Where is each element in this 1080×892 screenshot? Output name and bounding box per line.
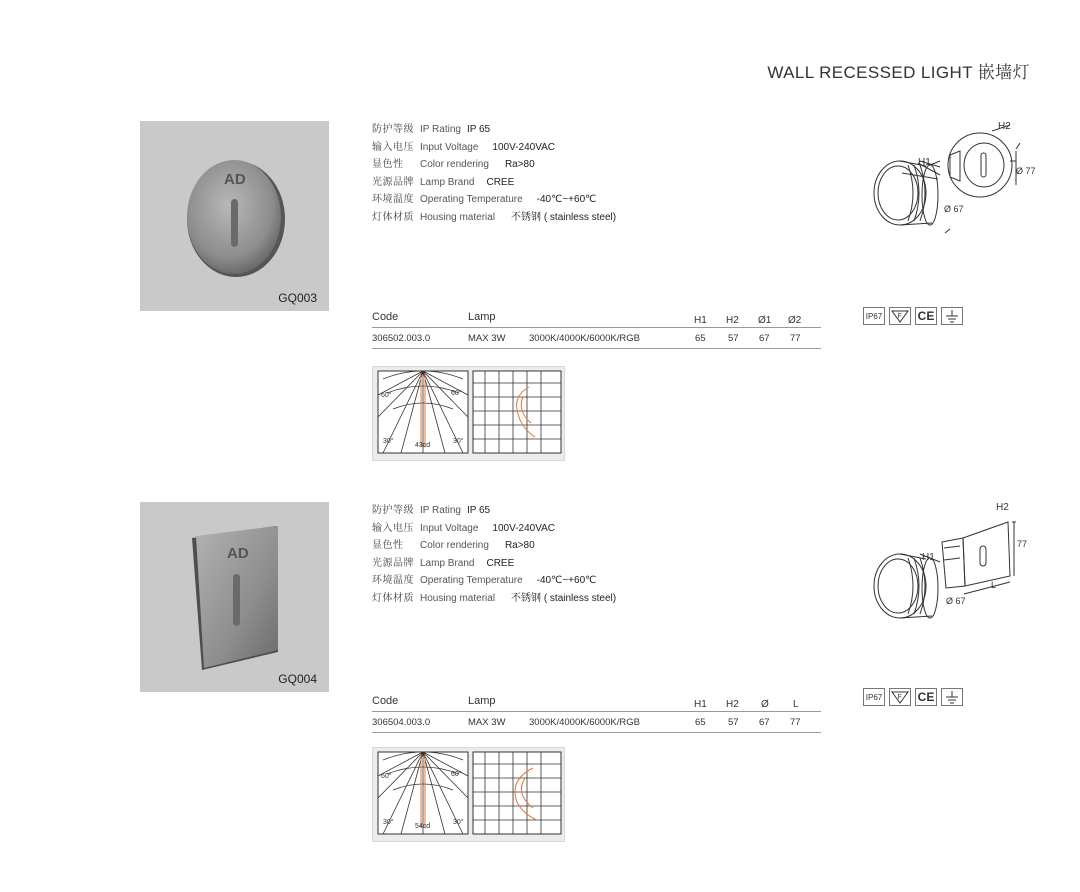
svg-text:60°: 60° bbox=[381, 773, 392, 780]
svg-text:60°: 60° bbox=[451, 771, 462, 778]
round-lamp-image bbox=[140, 121, 329, 311]
ip67-icon: IP67 bbox=[863, 688, 885, 706]
svg-text:43cd: 43cd bbox=[415, 442, 431, 449]
f-mark-icon bbox=[889, 688, 911, 706]
table-header: Code Lamp H1 H2 Ø L bbox=[372, 695, 821, 712]
dim-diameter-67: Ø 67 bbox=[944, 204, 964, 214]
spec-list bbox=[372, 121, 792, 227]
spec-row-temperature: 环境温度 Operating Temperature -40℃~+60℃ bbox=[372, 575, 597, 587]
ground-icon bbox=[941, 307, 963, 325]
spec-row-ip: 防护等级 IP Rating IP 65 bbox=[372, 505, 491, 516]
svg-text:30°: 30° bbox=[383, 819, 394, 826]
dim-h2: H2 bbox=[998, 121, 1011, 132]
spec-row-material: 灯体材质 Housing material 不锈钢 ( stainless steel) bbox=[372, 592, 617, 604]
spec-row-ip: 防护等级 IP Rating IP 65 bbox=[372, 124, 491, 135]
dim-diameter-77: Ø 77 bbox=[1016, 166, 1036, 176]
f-mark-icon bbox=[889, 307, 911, 325]
photometric-diagram bbox=[372, 747, 565, 842]
product-section-gq004 bbox=[0, 502, 1080, 882]
table-header: Code Lamp H1 H2 Ø1 Ø2 bbox=[372, 311, 821, 328]
spec-row-brand: 光源品牌 Lamp Brand CREE bbox=[372, 176, 515, 188]
spec-row-voltage: 输入电压 Input Voltage 100V-240VAC bbox=[372, 522, 556, 534]
svg-text:60°: 60° bbox=[381, 392, 392, 399]
dim-h1: H1 bbox=[922, 552, 935, 563]
page-title: WALL RECESSED LIGHT 嵌墙灯 bbox=[767, 63, 1030, 82]
dim-h2: H2 bbox=[996, 502, 1009, 513]
spec-row-temperature: 环境温度 Operating Temperature -40℃~+60℃ bbox=[372, 194, 597, 206]
spec-row-brand: 光源品牌 Lamp Brand CREE bbox=[372, 557, 515, 569]
certification-icons bbox=[863, 688, 963, 706]
dimension-drawing bbox=[860, 121, 1040, 246]
product-code-table bbox=[372, 311, 821, 349]
svg-text:30°: 30° bbox=[453, 819, 464, 826]
svg-text:AD: AD bbox=[227, 545, 249, 562]
spec-row-material: 灯体材质 Housing material 不锈钢 ( stainless steel) bbox=[372, 211, 617, 223]
spec-row-cri: 显色性 Color rendering Ra>80 bbox=[372, 159, 535, 171]
dim-diameter-67: Ø 67 bbox=[946, 596, 966, 606]
svg-text:30°: 30° bbox=[383, 438, 394, 445]
product-section-gq003 bbox=[0, 121, 1080, 501]
svg-text:F: F bbox=[897, 313, 902, 320]
dim-side-77: 77 bbox=[1017, 539, 1028, 549]
photometric-diagram bbox=[372, 366, 565, 461]
model-label: GQ004 bbox=[278, 672, 317, 686]
ce-mark-icon: CE bbox=[915, 307, 937, 325]
square-lamp-image bbox=[140, 502, 329, 692]
product-photo bbox=[140, 502, 329, 692]
ground-icon bbox=[941, 688, 963, 706]
product-code-table bbox=[372, 695, 821, 733]
table-row: 306502.003.0 MAX 3W 3000K/4000K/6000K/RGB 65 57 67 77 bbox=[372, 328, 821, 349]
product-photo bbox=[140, 121, 329, 311]
ip67-icon: IP67 bbox=[863, 307, 885, 325]
dimension-drawing bbox=[860, 502, 1040, 632]
certification-icons bbox=[863, 307, 963, 325]
dim-l: L bbox=[991, 580, 997, 590]
ce-mark-icon: CE bbox=[915, 688, 937, 706]
spec-row-voltage: 输入电压 Input Voltage 100V-240VAC bbox=[372, 141, 556, 153]
model-label: GQ003 bbox=[278, 291, 317, 305]
table-row: 306504.003.0 MAX 3W 3000K/4000K/6000K/RGB 65 57 67 77 bbox=[372, 712, 821, 733]
svg-text:54cd: 54cd bbox=[415, 823, 431, 830]
spec-row-cri: 显色性 Color rendering Ra>80 bbox=[372, 540, 535, 552]
svg-text:F: F bbox=[897, 694, 902, 701]
svg-text:60°: 60° bbox=[451, 390, 462, 397]
svg-text:AD: AD bbox=[224, 171, 246, 188]
spec-list bbox=[372, 502, 792, 608]
dim-h1: H1 bbox=[918, 157, 931, 168]
svg-text:30°: 30° bbox=[453, 438, 464, 445]
